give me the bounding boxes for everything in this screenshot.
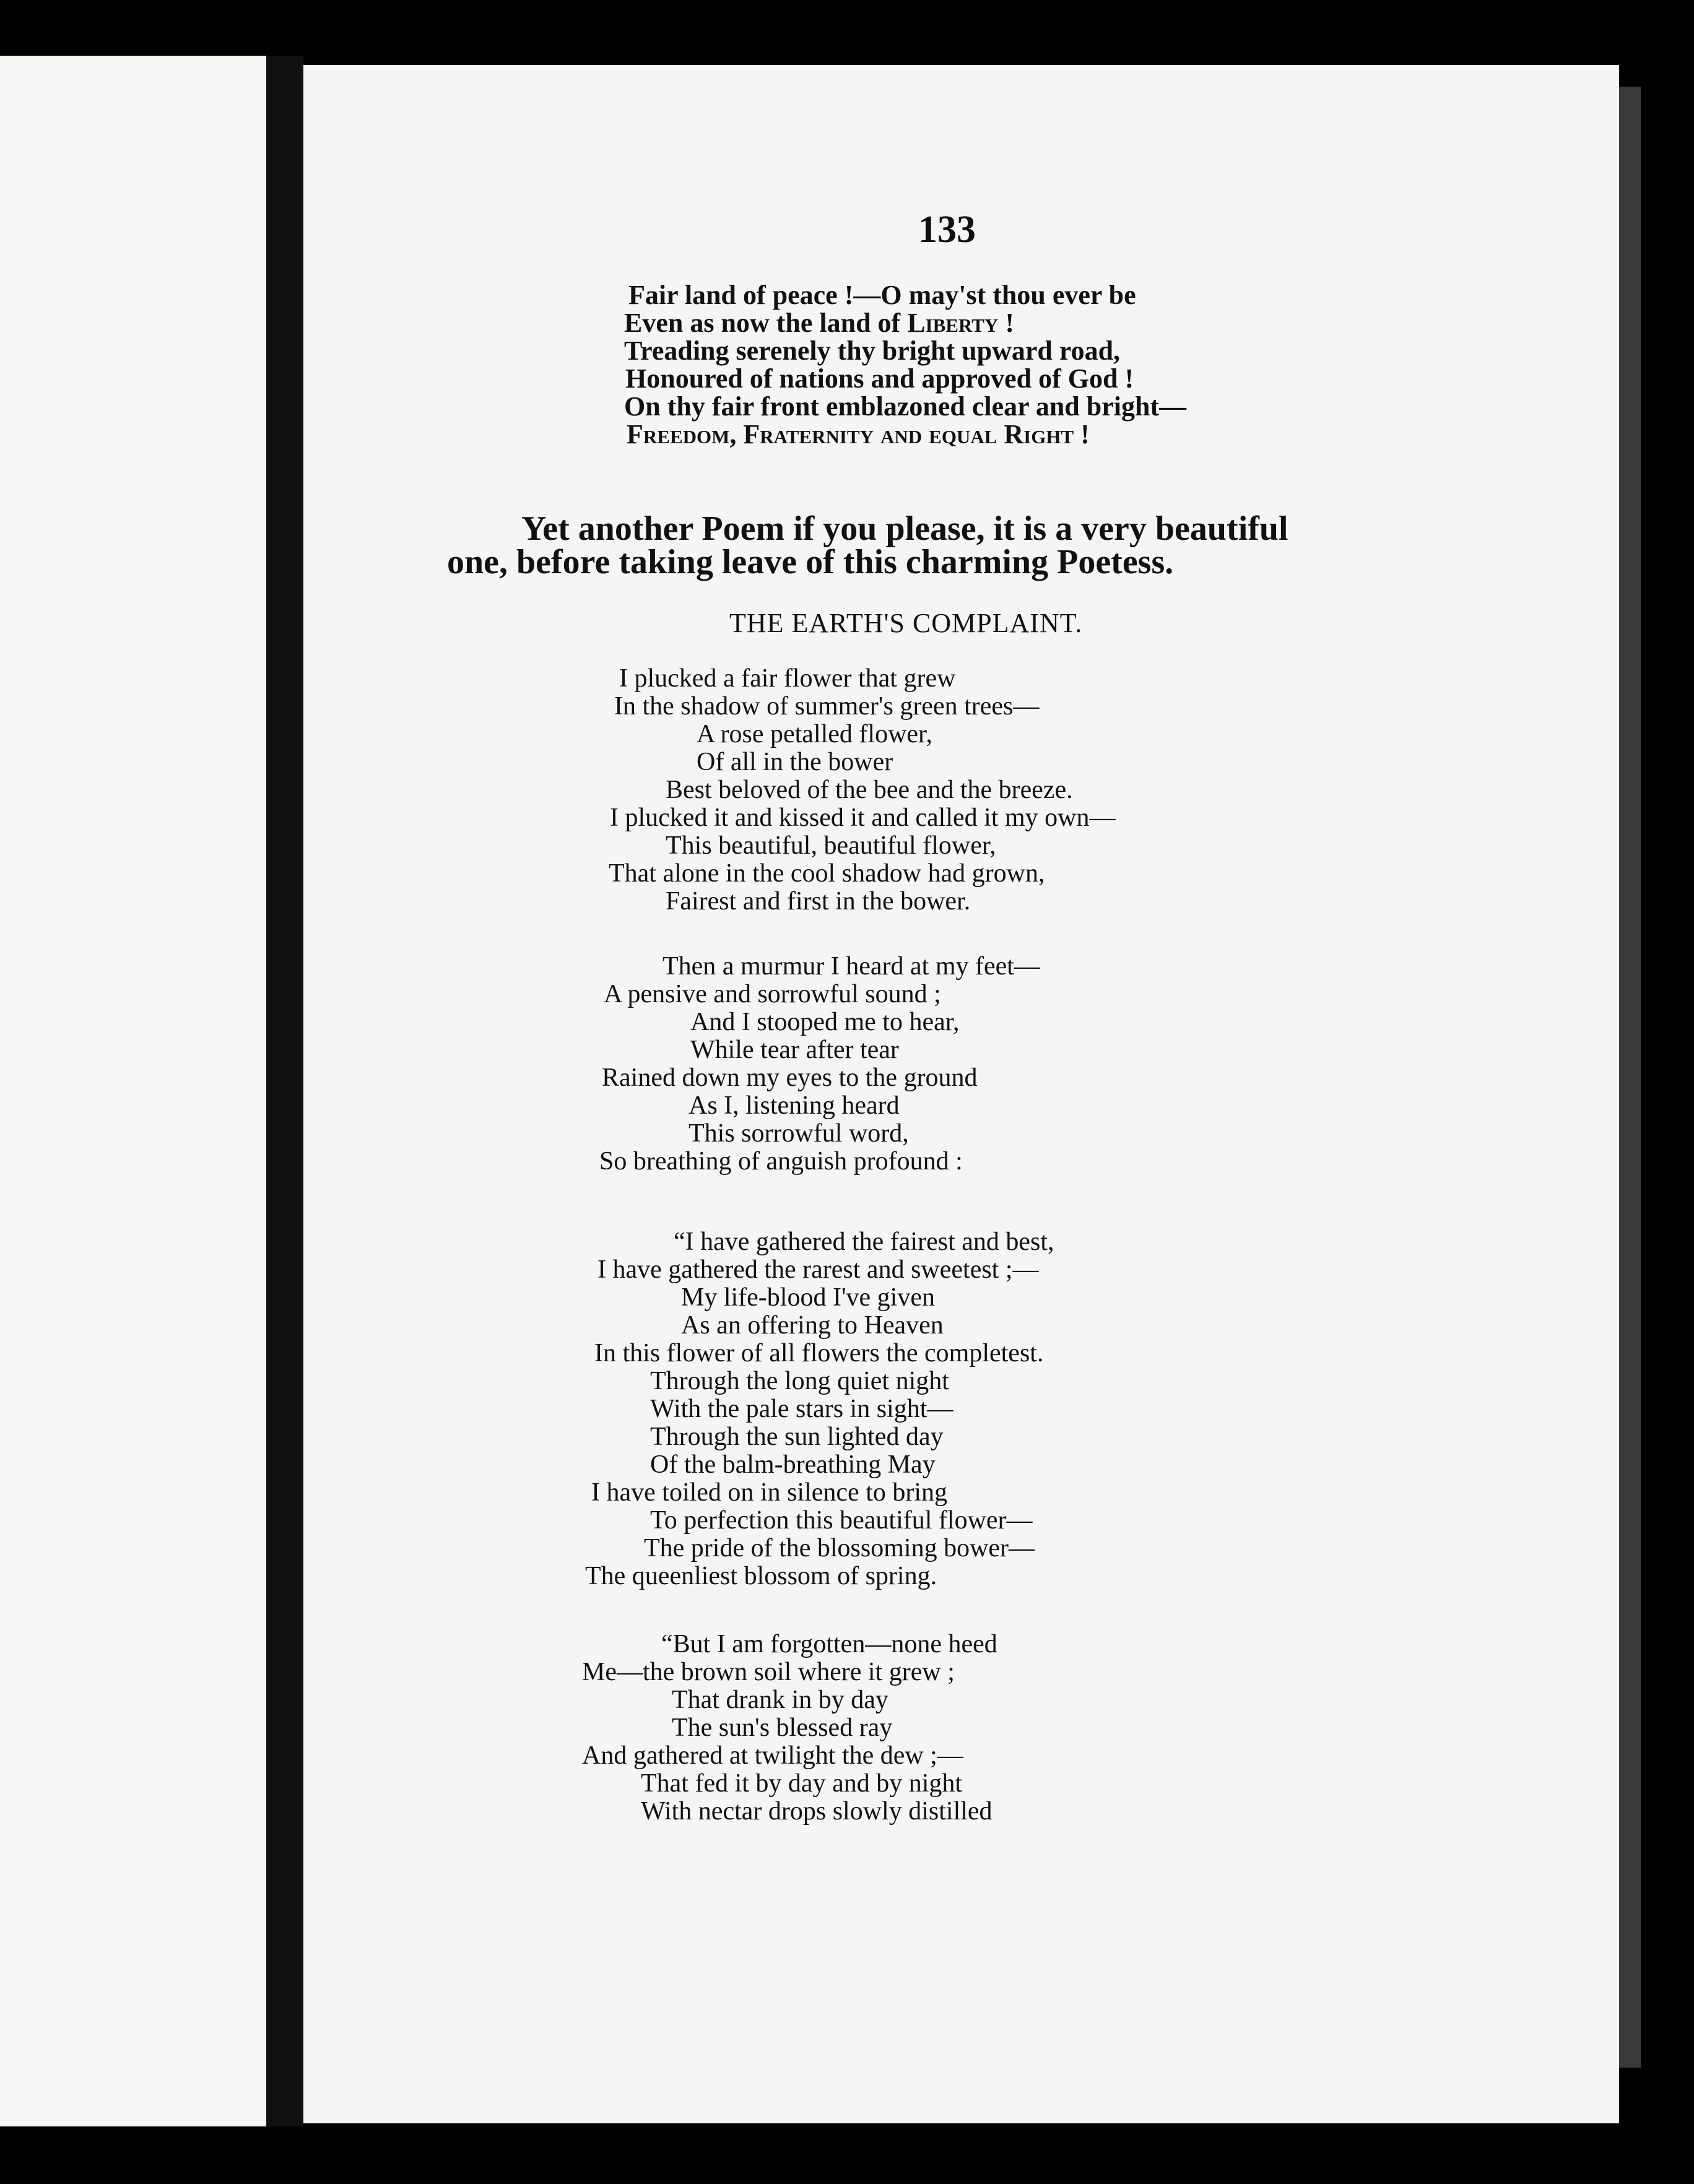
page-edge	[1619, 87, 1641, 2068]
poem-line: The sun's blessed ray	[672, 1714, 893, 1742]
poem-line: With the pale stars in sight—	[650, 1395, 953, 1423]
poem-line: Rained down my eyes to the ground	[602, 1064, 978, 1092]
poem-line: So breathing of anguish profound :	[599, 1147, 963, 1176]
line-text: !	[1074, 419, 1090, 449]
poem-line: That fed it by day and by night	[641, 1769, 963, 1798]
previous-stanza-line	[627, 421, 1090, 448]
poem-line: As I, listening heard	[688, 1091, 900, 1120]
line-text: Fair land of peace !—O may'st thou ever be	[628, 280, 1136, 310]
poem-line: I have gathered the rarest and sweetest ;—	[597, 1255, 1039, 1284]
poem-line: And I stooped me to hear,	[690, 1008, 960, 1036]
poem-line: And gathered at twilight the dew ;—	[582, 1741, 963, 1770]
poem-line: Me—the brown soil where it grew ;	[582, 1658, 955, 1686]
poem-line: I plucked a fair flower that grew	[619, 664, 956, 693]
intro-line-1: Yet another Poem if you please, it is a very beautiful	[521, 509, 1288, 548]
facing-page	[0, 56, 266, 2126]
book-gutter	[266, 56, 303, 2126]
poem-line: Fairest and first in the bower.	[666, 887, 971, 916]
poem-line: In this flower of all flowers the completest.	[594, 1339, 1044, 1367]
poem-line: This sorrowful word,	[688, 1119, 909, 1148]
poem-line: A rose petalled flower,	[697, 720, 932, 748]
previous-stanza-line	[625, 365, 1134, 392]
previous-stanza-line	[628, 282, 1136, 309]
previous-stanza-line	[624, 337, 1120, 365]
poem-line: Of all in the bower	[697, 748, 893, 776]
line-text: Even as now the land of	[624, 308, 908, 338]
poem-line: A pensive and sorrowful sound ;	[604, 980, 941, 1008]
poem-line: That alone in the cool shadow had grown,	[609, 859, 1045, 888]
line-text: !	[998, 308, 1014, 338]
poem-line: Of the balm-breathing May	[650, 1450, 936, 1479]
poem-title: THE EARTH'S COMPLAINT.	[729, 608, 1083, 638]
poem-line: Through the sun lighted day	[650, 1423, 944, 1451]
page-number: 133	[918, 209, 976, 251]
poem-line: Through the long quiet night	[650, 1367, 949, 1395]
poem-line: The queenliest blossom of spring.	[585, 1562, 937, 1590]
line-text: On thy fair front emblazoned clear and bright—	[624, 391, 1187, 422]
poem-line: My life-blood I've given	[681, 1283, 935, 1312]
poem-line: With nectar drops slowly distilled	[641, 1797, 993, 1826]
poem-line: As an offering to Heaven	[681, 1311, 944, 1340]
previous-stanza-line	[624, 310, 1014, 337]
poem-line: “But I am forgotten—none heed	[661, 1630, 997, 1658]
line-text: Treading serenely thy bright upward road,	[624, 336, 1121, 366]
poem-line: I plucked it and kissed it and called it my own—	[610, 804, 1116, 832]
poem-line: I have toiled on in silence to bring	[591, 1478, 948, 1507]
poem-line: To perfection this beautiful flower—	[650, 1506, 1033, 1535]
small-caps-text: Freedom, Fraternity and equal Right	[627, 419, 1074, 449]
line-text: Honoured of nations and approved of God !	[625, 363, 1134, 394]
previous-stanza-line	[624, 393, 1186, 420]
small-caps-text: Liberty	[907, 308, 999, 338]
poem-line: That drank in by day	[672, 1686, 888, 1714]
intro-line-2: one, before taking leave of this charming Poetess.	[447, 543, 1174, 581]
poem-line: The pride of the blossoming bower—	[644, 1534, 1035, 1562]
poem-line: Then a murmur I heard at my feet—	[662, 952, 1040, 981]
poem-line: While tear after tear	[690, 1036, 899, 1064]
poem-line: This beautiful, beautiful flower,	[666, 831, 996, 860]
poem-line: Best beloved of the bee and the breeze.	[666, 776, 1073, 804]
poem-line: “I have gathered the fairest and best,	[674, 1228, 1054, 1256]
poem-line: In the shadow of summer's green trees—	[614, 692, 1040, 721]
